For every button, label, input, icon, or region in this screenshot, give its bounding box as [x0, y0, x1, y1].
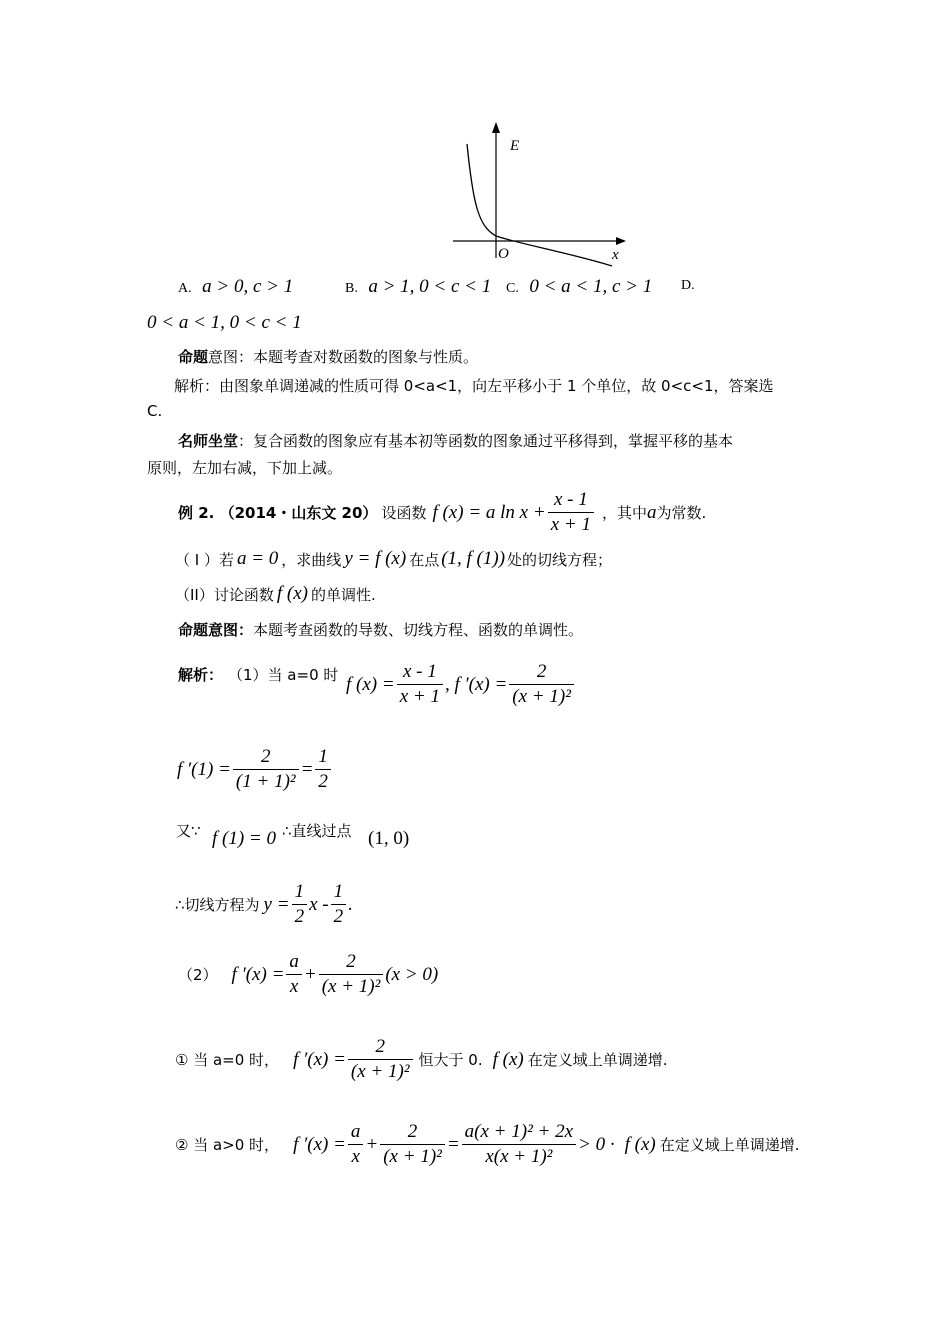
q1-teacher-head: 名师坐堂 [178, 432, 239, 450]
q1-analysis-line2: C. [147, 402, 163, 420]
q1-teacher [178, 430, 733, 451]
q1-teacher-line1: ：复合函数的图象应有基本初等函数的图象通过平移得到，掌握平移的基本 [238, 432, 734, 450]
s1-f: f (x) = [346, 673, 395, 695]
again-text: 又∵ [176, 822, 201, 840]
option-b-label: B. [345, 281, 358, 296]
d-num2: 1 [318, 746, 328, 767]
s1-f-frac [397, 660, 443, 709]
option-c-label: C. [506, 281, 519, 296]
c2-num2: 2 [407, 1121, 418, 1142]
tangent-equation [175, 880, 353, 929]
s1-fp-num: 2 [536, 661, 547, 682]
option-b [345, 276, 491, 298]
solution-s1-formula [346, 660, 576, 709]
t-frac1 [292, 880, 308, 929]
example2-f-lhs: f (x) = a ln x + [432, 501, 546, 523]
s2-plus: + [303, 963, 317, 985]
example2-tail-b: 为常数. [656, 504, 707, 522]
d-num: 2 [261, 746, 271, 767]
c1-lhs: f ′(x) = [293, 1048, 346, 1070]
function-graph [440, 118, 640, 268]
q1-intent-text: 意图：本题考查对数函数的图象与性质。 [208, 348, 479, 366]
part2-tail: 的单调性. [310, 585, 376, 604]
example2-part2 [175, 583, 376, 605]
c2-frac3 [462, 1120, 576, 1169]
therefore-line: ∴直线过点 [282, 822, 352, 840]
c2-den2: (x + 1)² [380, 1144, 445, 1169]
example2-fraction [548, 488, 594, 537]
s2-num1: a [289, 951, 299, 972]
part2-fx: f (x) [276, 583, 308, 604]
s1-fp-frac [509, 660, 574, 709]
c1-fx: f (x) [492, 1048, 524, 1070]
example2-intro: 设函数 [381, 504, 427, 522]
part1-curve: y = f (x) [344, 548, 407, 569]
example2-f-den: x + 1 [548, 512, 594, 537]
s2-cond: (x > 0) [385, 963, 439, 985]
q1-intent [178, 346, 478, 367]
s1-fp: , f ′(x) = [444, 673, 508, 695]
c1-text: 恒大于 0. [418, 1051, 483, 1069]
case2 [175, 1120, 800, 1169]
d-lhs: f ′(1) = [177, 758, 231, 780]
part1-tail: 处的切线方程； [507, 550, 613, 569]
s2-frac2 [319, 950, 384, 999]
x-axis-label: x [612, 247, 619, 263]
option-d-text: 0 < a < 1, 0 < c < 1 [147, 312, 302, 333]
option-b-text: a > 1, 0 < c < 1 [368, 276, 492, 297]
part1-label: （ I ）若 [175, 550, 234, 569]
t-end: . [348, 893, 353, 915]
t-num2: 1 [333, 881, 344, 902]
c2-num3: a(x + 1)² + 2x [464, 1121, 574, 1142]
c2-frac2 [380, 1120, 445, 1169]
s2-label: （2） [178, 966, 218, 984]
t-num1: 1 [294, 881, 305, 902]
example2-part1 [175, 548, 612, 570]
example2-heading [178, 488, 706, 537]
y-axis-label: E [510, 138, 520, 154]
s1-f-den: x + 1 [397, 684, 443, 709]
c1-num: 2 [375, 1036, 385, 1057]
example2-f-num: x - 1 [553, 489, 588, 510]
q1-intent-head: 命题 [178, 348, 209, 366]
point-value: (1, 0) [368, 828, 410, 849]
option-a-label: A. [178, 281, 192, 296]
f1-value: f (1) = 0 [212, 828, 277, 849]
c2-gt: > 0 · [578, 1133, 615, 1155]
x-axis-arrow [616, 237, 626, 245]
c1-label: ① 当 a=0 时， [175, 1051, 280, 1069]
part1-point: (1, f (1)) [441, 548, 506, 569]
tangent-text: ∴切线方程为 [175, 896, 260, 914]
c2-tail: 在定义域上单调递增. [659, 1136, 800, 1154]
s1-f-num: x - 1 [402, 661, 437, 682]
case1 [175, 1035, 668, 1084]
c2-den1: x [348, 1144, 364, 1169]
q1-teacher-line2: 原则，左加右减，下加上减。 [147, 459, 343, 477]
d-eq: = [300, 758, 314, 780]
part1-mid: ，求曲线 [281, 550, 342, 569]
q1-analysis-line1: 解析：由图象单调递减的性质可得 0<a<1，向左平移小于 1 个单位，故 0<c<1，答案选 [174, 377, 774, 395]
t-frac2 [331, 880, 347, 929]
example2-intent [178, 619, 583, 640]
solution-head: 解析： [178, 666, 224, 684]
origin-label: O [498, 246, 509, 262]
option-c-text: 0 < a < 1, c > 1 [529, 276, 653, 297]
option-d [681, 278, 695, 294]
d-den2: 2 [315, 769, 331, 794]
derivative-at-1 [177, 745, 333, 794]
solution-s2 [178, 950, 438, 999]
option-a-text: a > 0, c > 1 [202, 276, 294, 297]
d-den: (1 + 1)² [233, 769, 299, 794]
c2-lhs: f ′(x) = [293, 1133, 346, 1155]
option-c [506, 276, 652, 298]
s2-lhs: f ′(x) = [231, 963, 285, 985]
solution-s1-text: （1）当 a=0 时 [228, 666, 339, 684]
example2-intent-text: 本题考查函数的导数、切线方程、函数的单调性。 [253, 621, 584, 639]
y-axis-arrow [492, 122, 500, 133]
c2-eq: = [446, 1133, 460, 1155]
option-d-label: D. [681, 278, 695, 293]
d-frac2 [315, 745, 331, 794]
part2-label: （II）讨论函数 [175, 585, 274, 604]
curve [467, 144, 612, 266]
d-frac [233, 745, 299, 794]
t-den2: 2 [331, 904, 347, 929]
part1-at: 在点 [409, 550, 440, 569]
part1-cond: a = 0 [236, 548, 279, 569]
c1-den: (x + 1)² [348, 1059, 413, 1084]
example2-tail-a: ，其中 [601, 504, 647, 522]
c2-num1: a [350, 1121, 361, 1142]
c1-frac [348, 1035, 413, 1084]
s2-frac1 [286, 950, 302, 999]
c2-label: ② 当 a>0 时， [175, 1136, 280, 1154]
t-mid: x - [309, 893, 329, 915]
example2-tail-var: a [646, 501, 657, 523]
c2-frac1 [348, 1120, 364, 1169]
s1-fp-den: (x + 1)² [509, 684, 574, 709]
c1-tail: 在定义域上单调递增. [527, 1051, 668, 1069]
c2-den3: x(x + 1)² [462, 1144, 576, 1169]
option-a [178, 276, 293, 298]
s2-num2: 2 [346, 951, 356, 972]
tangent-y: y = [263, 893, 290, 915]
t-den1: 2 [292, 904, 308, 929]
c2-fx: f (x) [624, 1133, 656, 1155]
s2-den2: (x + 1)² [319, 974, 384, 999]
c2-plus: + [365, 1133, 379, 1155]
example2-intent-head: 命题意图： [178, 621, 254, 639]
s2-den1: x [286, 974, 302, 999]
example2-head: 例 2. （2014・山东文 20） [178, 504, 378, 522]
